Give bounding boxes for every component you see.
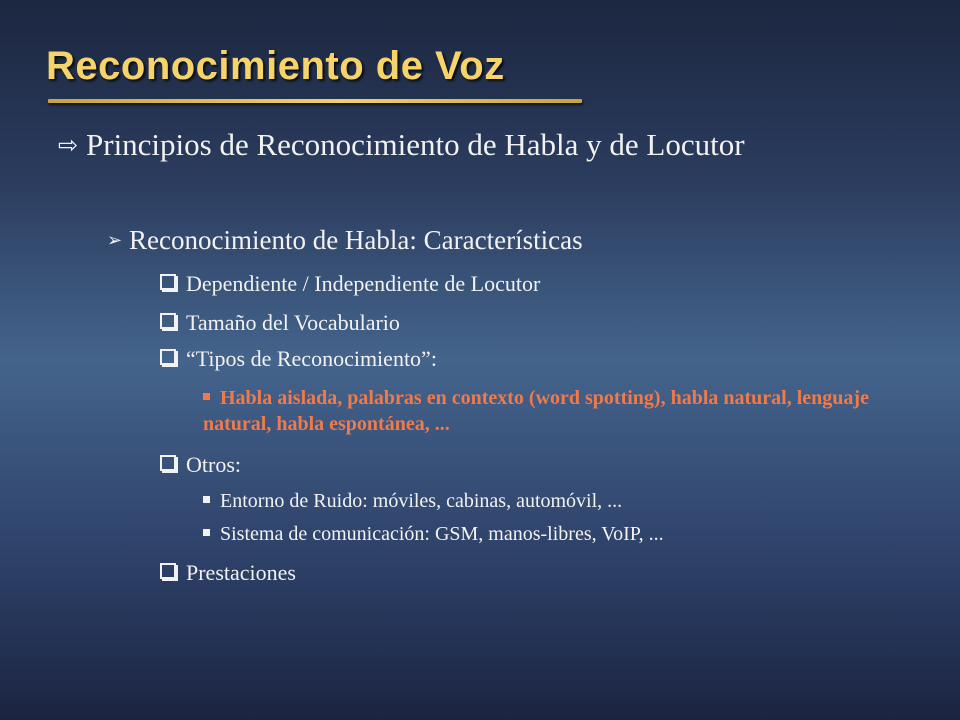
otros-detail-comunicacion	[203, 523, 664, 546]
subheading-line	[107, 225, 583, 256]
list-item-label: Prestaciones	[186, 560, 296, 585]
list-item-label: Dependiente / Independiente de Locutor	[186, 271, 541, 296]
square-bullet-icon	[203, 393, 210, 400]
list-item-label: “Tipos de Reconocimiento”:	[186, 346, 437, 371]
checkbox-bullet-icon	[160, 274, 176, 290]
otros-detail-text: Entorno de Ruido: móviles, cabinas, automóvil, ...	[220, 490, 623, 512]
checkbox-bullet-icon	[160, 563, 176, 579]
list-item-prestaciones	[160, 560, 296, 586]
square-bullet-icon	[203, 496, 210, 503]
square-bullet-icon	[203, 529, 210, 536]
checkbox-bullet-icon	[160, 455, 176, 471]
list-item-dependiente	[160, 271, 540, 297]
hollow-arrow-bullet-icon: ⇨	[58, 131, 79, 159]
heading-line	[58, 127, 745, 163]
list-item-otros	[160, 452, 241, 478]
list-item-tipos	[160, 346, 437, 372]
title-underline	[48, 99, 582, 103]
list-item-label: Tamaño del Vocabulario	[186, 310, 400, 335]
heading-text: Principios de Reconocimiento de Habla y de Locutor	[86, 127, 745, 162]
list-item-vocabulario	[160, 310, 400, 336]
subheading-main: Reconocimiento de Habla:	[129, 225, 424, 255]
list-item-label: Otros:	[186, 452, 241, 477]
tipos-detail	[203, 385, 903, 437]
slide-title: Reconocimiento de Voz	[46, 44, 505, 88]
subheading-rest: Características	[423, 225, 583, 255]
triangle-bullet-icon: ➢	[107, 230, 123, 251]
tipos-detail-text: Habla aislada, palabras en contexto (word spotting), habla natural, lenguaje natural, habla espontánea, ...	[203, 387, 869, 435]
otros-detail-ruido	[203, 490, 622, 513]
checkbox-bullet-icon	[160, 313, 176, 329]
checkbox-bullet-icon	[160, 349, 176, 365]
otros-detail-text: Sistema de comunicación: GSM, manos-libres, VoIP, ...	[220, 523, 664, 545]
